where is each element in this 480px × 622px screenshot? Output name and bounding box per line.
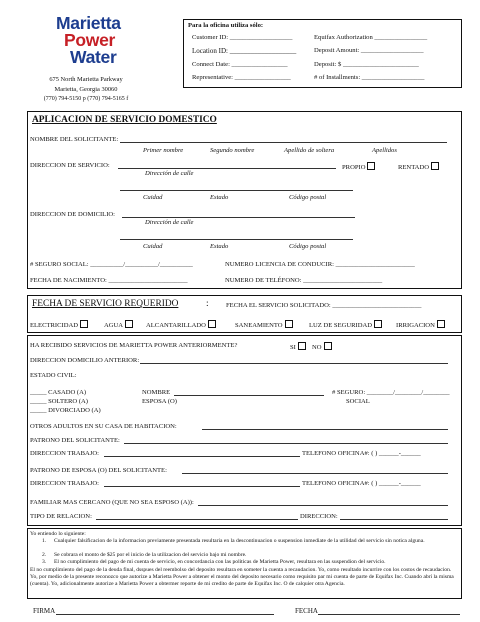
work-address-line[interactable] (104, 456, 300, 457)
terms-num-3: 3. (42, 559, 47, 565)
service-city-line[interactable] (120, 190, 353, 191)
office-use-box (183, 19, 462, 88)
logo-line-2: Power (64, 30, 116, 50)
street-sub: Dirección de calle (145, 170, 194, 177)
home-street-sub: Dirección de calle (145, 219, 194, 226)
location-id-field[interactable]: Location ID: ___________________ (192, 47, 297, 55)
relative-address-label: DIRECCION: (300, 513, 338, 520)
rentado-option[interactable] (398, 162, 439, 172)
work-phone-field[interactable]: TELEFONO OFICINA#: ( ) ______-______ (302, 450, 421, 457)
alcantarillado-label: ALCANTARILLADO (146, 322, 206, 329)
home-city-sub: Cuidad (143, 243, 163, 250)
spouse-employer-label: PATRONO DE ESPOSA (O) DEL SOLICITANTE: (30, 467, 167, 474)
relation-type-label: TIPO DE RELACION: (30, 513, 92, 520)
work-address-label: DIRECCION TRABAJO: (30, 450, 99, 457)
applicant-name-label: NOMBRE DEL SOLICITANTE: (30, 136, 119, 143)
home-address-label: DIRECCION DE DOMICILIO: (30, 211, 115, 218)
no-checkbox[interactable] (324, 342, 332, 350)
spouse-work-address-line[interactable] (104, 486, 300, 487)
irrigacion-label: IRRIGACION (396, 322, 435, 329)
prior-service-question: HA RECIBIDO SERVICIOS DE MARIETTA POWER ANTERIORMENTE? (30, 342, 238, 349)
service-luz[interactable] (309, 320, 382, 330)
luz-checkbox[interactable] (374, 320, 382, 328)
service-date-title: FECHA DE SERVICIO REQUERIDO (32, 299, 179, 309)
company-phones: (770) 794-5150 p (770) 794-5165 f (43, 96, 129, 102)
date-label: FECHA (295, 607, 318, 615)
last-name-sub: Apellidos (372, 147, 397, 154)
requested-date-field[interactable]: FECHA EL SERVICIO SOLICITADO: ___________________________ (226, 302, 422, 309)
spouse-employer-line[interactable] (182, 473, 448, 474)
service-agua[interactable] (104, 320, 133, 330)
agua-label: AGUA (104, 322, 124, 329)
divorciado-option[interactable]: _____ DIVORCIADO (A) (30, 407, 101, 414)
home-state-sub: Estado (210, 243, 229, 250)
company-address: 675 North Marietta Parkway (49, 76, 123, 83)
application-section (27, 111, 462, 289)
relative-address-line[interactable] (340, 519, 448, 520)
terms-item-3: El no cumplimiento del pago de mi cuenta de servicio, en concordancia con las politicas de Marietta Power, resultara en las suspendion del servicio. (54, 559, 386, 565)
other-adults-label: OTROS ADULTOS EN SU CASA DE HABITACION: (30, 423, 177, 430)
spouse-label: ESPOSA (O) (142, 398, 177, 405)
rentado-label: RENTADO (398, 164, 429, 171)
deposit-field[interactable]: Deposit: $ _______________________ (314, 61, 419, 68)
deposit-amount-field[interactable]: Deposit Amount: ___________________ (314, 47, 424, 54)
service-alcantarillado[interactable] (146, 320, 216, 330)
other-adults-line[interactable] (202, 429, 448, 430)
terms-intro: Yo entiendo lo siguiente: (30, 531, 86, 537)
service-address-label: DIRECCION DE SERVICIO: (30, 162, 110, 169)
saneamiento-checkbox[interactable] (285, 320, 293, 328)
license-field[interactable]: NUMERO LICENCIA DE CONDUCIR: ________________________ (225, 261, 415, 268)
service-address-line[interactable] (118, 168, 336, 169)
no-label: NO (312, 344, 322, 351)
service-date-section (27, 295, 462, 333)
service-date-colon: : (206, 299, 209, 309)
home-address-line[interactable] (122, 217, 355, 218)
prev-address-label: DIRECCION DOMICILIO ANTERIOR: (30, 357, 140, 364)
state-sub: Estado (210, 194, 229, 201)
employer-label: PATRONO DEL SOLICITANTE: (30, 437, 120, 444)
irrigacion-checkbox[interactable] (437, 320, 445, 328)
terms-num-2: 2. (42, 552, 47, 558)
company-city: Marietta, Georgia 30060 (54, 86, 118, 93)
installments-field[interactable]: # of Installments: ___________________ (314, 74, 425, 81)
casado-option[interactable]: _____ CASADO (A) (30, 389, 87, 396)
service-electricidad[interactable] (30, 320, 88, 330)
prev-address-line[interactable] (140, 363, 448, 364)
service-saneamiento[interactable] (235, 320, 293, 330)
application-title: APLICACION DE SERVICIO DOMESTICO (32, 115, 217, 125)
spouse-name-line[interactable] (174, 395, 324, 396)
propio-label: PROPIO (342, 164, 366, 171)
applicant-name-line[interactable] (120, 142, 447, 143)
first-name-sub: Primer nombre (143, 147, 184, 154)
company-logo (56, 15, 128, 69)
si-checkbox[interactable] (298, 342, 306, 350)
home-zip-sub: Código postal (289, 243, 327, 250)
equifax-field[interactable]: Equifax Authorization ________________ (314, 34, 428, 41)
propio-option[interactable] (342, 162, 375, 172)
agua-checkbox[interactable] (125, 320, 133, 328)
terms-item-1: Cualquier falsificacion de la informacion previamente presentada resultaria en la descontinuacion o suspension inmediate de la utilidad del servicio sin notica alguna. (54, 538, 425, 544)
terms-num-1: 1. (42, 538, 47, 544)
terms-item-2: Se cobrara el monto de $25 por el inicio de la utilizacion del servicio bajo mi nombre. (54, 552, 247, 558)
representative-field[interactable]: Representative: _________________ (192, 74, 291, 81)
prior-no[interactable] (312, 342, 332, 352)
propio-checkbox[interactable] (367, 162, 375, 170)
customer-id-field[interactable]: Customer ID: ___________________ (192, 34, 293, 41)
phone-field[interactable]: NUMERO DE TELÉFONO: ________________________ (225, 277, 383, 284)
birthdate-field[interactable]: FECHA DE NACIMIENTO: ________________________ (30, 277, 188, 284)
zip-sub: Código postal (289, 194, 327, 201)
signature-line[interactable] (56, 614, 274, 615)
city-sub: Cuidad (143, 194, 163, 201)
spouse-ssn-field[interactable]: # SEGURO: ________/________/________ (332, 389, 450, 396)
middle-name-sub: Segundo nombre (210, 147, 255, 154)
social-label: SOCIAL (346, 398, 370, 405)
terms-paragraph: El no cumplimiento del pago de la deuda final, dsspues del reembolso del deposito resultara en someter la cuenta a recaudacion. Yo, como resultado incurrire con los costos de recaudacion. Yo, por medio de la presente reconozco que autorize a Marietta Power a obtener el monto del deposito necesario como requisito par mi cuenta de parte de Equifax Inc. Cuando abrí la misma (cuenta). Yo, adicionalmente autorize a Marietta Power a obtermer reporte de mi credito de parte de Equifax Inc. O de calquier otra Agencia. (30, 567, 454, 587)
relation-type-line[interactable] (96, 519, 298, 520)
si-label: SI (290, 344, 296, 351)
maiden-name-sub: Apellido de soltera (284, 147, 335, 154)
prior-si[interactable] (290, 342, 306, 352)
logo-line-1: Marietta (56, 13, 121, 33)
saneamiento-label: SANEAMIENTO (235, 322, 283, 329)
relative-label: FAMILIAR MAS CERCANO (QUE NO SEA ESPOSO (A)): (30, 499, 194, 506)
spouse-name-label: NOMBRE (142, 389, 171, 396)
signature-label: FIRMA (33, 607, 56, 615)
home-city-line[interactable] (120, 239, 353, 240)
electricidad-label: ELECTRICIDAD (30, 322, 78, 329)
soltero-option[interactable]: _____ SOLTERO (A) (30, 398, 89, 405)
luz-label: LUZ DE SEGURIDAD (309, 322, 373, 329)
civil-status-label: ESTADO CIVIL: (30, 372, 77, 379)
alcantarillado-checkbox[interactable] (208, 320, 216, 328)
history-section (27, 335, 462, 526)
rentado-checkbox[interactable] (431, 162, 439, 170)
electricidad-checkbox[interactable] (80, 320, 88, 328)
relative-line[interactable] (198, 505, 448, 506)
terms-section (27, 528, 462, 599)
logo-line-3: Water (70, 47, 117, 67)
ssn-field[interactable]: # SEGURO SOCIAL: __________/__________/__________ (30, 261, 193, 268)
office-title: Para la oficina utiliza sólo: (188, 22, 264, 29)
connect-date-field[interactable]: Connect Date: _________________ (192, 61, 288, 68)
spouse-work-address-label: DIRECCION TRABAJO: (30, 480, 99, 487)
service-irrigacion[interactable] (396, 320, 445, 330)
employer-line[interactable] (124, 443, 448, 444)
date-line[interactable] (318, 614, 460, 615)
spouse-work-phone-field[interactable]: TELEFONO OFICINA#: ( ) ______-______ (302, 480, 421, 487)
